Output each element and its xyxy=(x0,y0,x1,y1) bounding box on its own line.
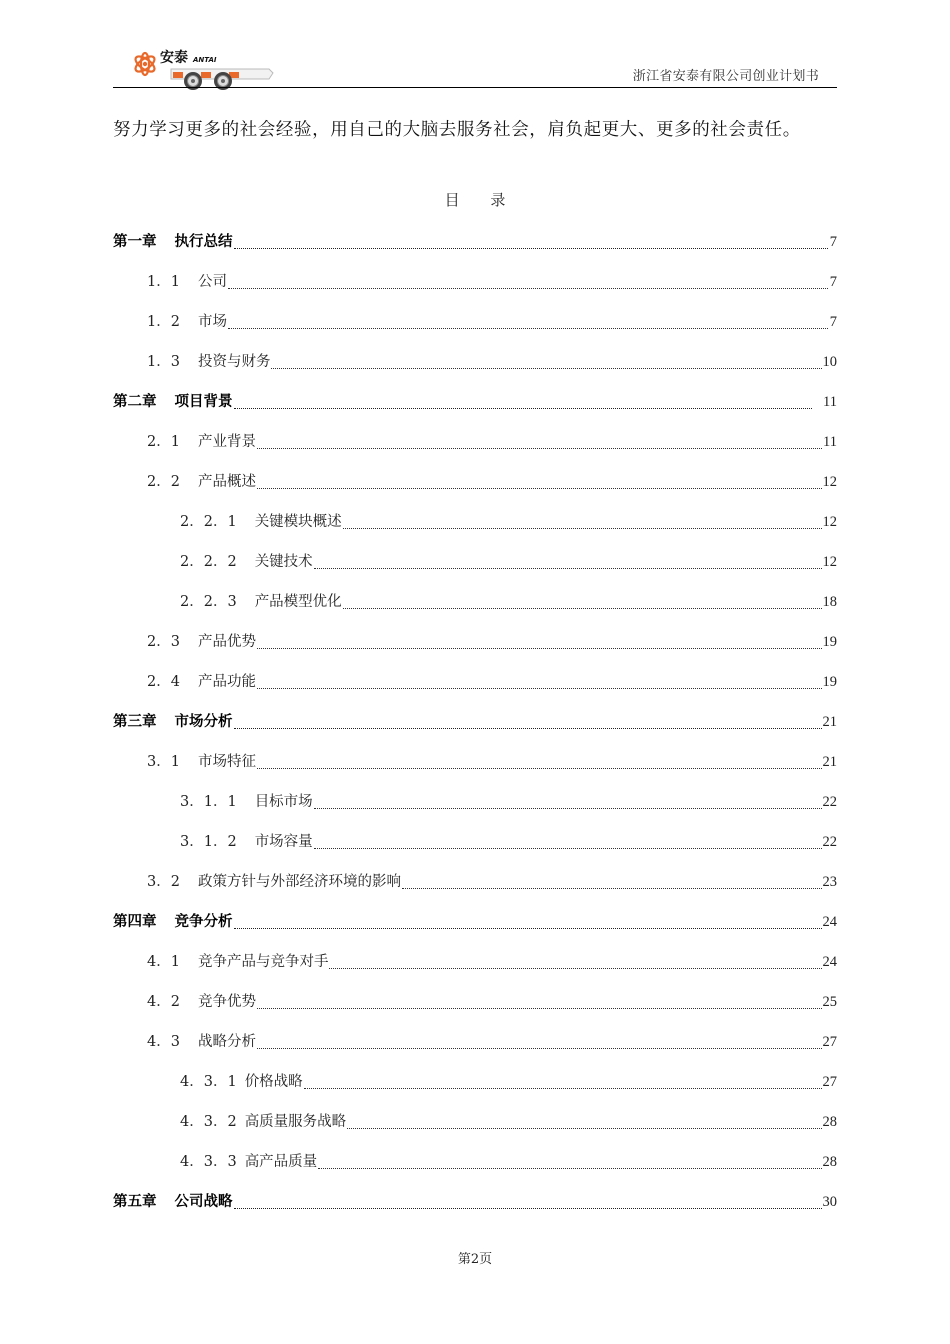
toc-entry-page-number: 27 xyxy=(822,1074,837,1090)
dot-leader xyxy=(257,750,822,769)
dot-leader xyxy=(234,910,822,929)
toc-subsection-entry[interactable] xyxy=(113,550,837,590)
toc-entry-page-number: 22 xyxy=(822,834,837,850)
toc-entry-label: 战略分析 xyxy=(197,1034,256,1050)
toc-entry-number: 2．2．1 xyxy=(180,514,237,530)
toc-entry-page-number: 19 xyxy=(822,634,837,650)
dot-leader xyxy=(257,670,822,689)
toc-entry-number: 2．2 xyxy=(147,474,180,490)
company-logo xyxy=(129,42,289,90)
toc-entry-page-number: 27 xyxy=(822,1034,837,1050)
dot-leader xyxy=(234,390,813,409)
toc-entry-label: 市场分析 xyxy=(174,713,233,730)
toc-entry-label: 竞争分析 xyxy=(174,913,233,930)
toc-entry-page-number: 28 xyxy=(822,1114,837,1130)
dot-leader xyxy=(314,830,822,849)
toc-entry-page-number: 21 xyxy=(822,754,837,770)
dot-leader xyxy=(257,470,822,489)
toc-entry-page-number: 11 xyxy=(823,394,837,410)
table-of-contents xyxy=(113,230,837,1230)
toc-chapter-entry[interactable] xyxy=(113,390,837,430)
toc-entry-page-number: 24 xyxy=(822,954,837,970)
toc-entry-label: 市场容量 xyxy=(254,834,313,850)
page-header xyxy=(113,38,837,88)
toc-entry-number: 第一章 xyxy=(113,233,157,250)
toc-entry-number: 3．1 xyxy=(147,754,180,770)
toc-entry-number: 3．2 xyxy=(147,874,180,890)
toc-entry-number: 2．4 xyxy=(147,674,180,690)
toc-heading-char: 录 xyxy=(490,191,506,209)
toc-entry-page-number: 7 xyxy=(829,234,837,250)
page-number-footer: 第2页 xyxy=(457,1252,493,1267)
dot-leader xyxy=(234,710,822,729)
dot-leader xyxy=(314,790,822,809)
toc-entry-number: 4．3 xyxy=(147,1034,180,1050)
toc-entry-number: 4．1 xyxy=(147,954,180,970)
toc-entry-page-number: 24 xyxy=(822,914,837,930)
toc-entry-label: 竞争优势 xyxy=(197,994,256,1010)
toc-section-entry[interactable] xyxy=(113,990,837,1030)
toc-entry-label: 产品概述 xyxy=(197,474,256,490)
toc-section-entry[interactable] xyxy=(113,630,837,670)
svg-text:安泰: 安泰 xyxy=(160,50,188,66)
toc-entry-page-number: 12 xyxy=(822,514,837,530)
dot-leader xyxy=(257,630,822,649)
dot-leader xyxy=(347,1110,821,1129)
toc-entry-number: 3．1．1 xyxy=(180,794,237,810)
toc-entry-label: 公司 xyxy=(197,274,227,290)
dot-leader xyxy=(329,950,821,969)
toc-entry-label: 公司战略 xyxy=(174,1193,233,1210)
toc-chapter-entry[interactable] xyxy=(113,910,837,950)
toc-entry-page-number: 18 xyxy=(822,594,837,610)
toc-subsection-entry[interactable] xyxy=(113,510,837,550)
header-divider xyxy=(113,87,837,88)
toc-entry-number: 2．3 xyxy=(147,634,180,650)
intro-paragraph: 努力学习更多的社会经验，用自己的大脑去服务社会，肩负起更大、更多的社会责任。 xyxy=(113,120,801,140)
toc-entry-label: 投资与财务 xyxy=(197,354,271,370)
toc-entry-number: 1．2 xyxy=(147,314,180,330)
toc-heading xyxy=(0,189,950,210)
toc-subsection-entry[interactable] xyxy=(113,790,837,830)
toc-entry-page-number: 11 xyxy=(823,434,837,450)
toc-entry-page-number: 7 xyxy=(829,314,837,330)
dot-leader xyxy=(402,870,822,889)
dot-leader xyxy=(343,590,822,609)
toc-entry-page-number: 10 xyxy=(822,354,837,370)
toc-entry-number: 第三章 xyxy=(113,713,157,730)
dot-leader xyxy=(228,310,828,329)
toc-entry-page-number: 28 xyxy=(822,1154,837,1170)
toc-entry-label: 产品模型优化 xyxy=(254,594,342,610)
toc-section-entry[interactable] xyxy=(113,750,837,790)
dot-leader xyxy=(271,350,821,369)
toc-section-entry[interactable] xyxy=(113,670,837,710)
toc-entry-number: 第四章 xyxy=(113,913,157,930)
toc-chapter-entry[interactable] xyxy=(113,230,837,270)
toc-entry-number: 4．3．1 xyxy=(180,1074,237,1090)
toc-entry-label: 政策方针与外部经济环境的影响 xyxy=(197,874,401,890)
dot-leader xyxy=(257,1030,822,1049)
toc-subsection-entry[interactable] xyxy=(113,1070,837,1110)
toc-subsection-entry[interactable] xyxy=(113,1150,837,1190)
toc-section-entry[interactable] xyxy=(113,430,837,470)
toc-entry-label: 执行总结 xyxy=(174,233,233,250)
toc-section-entry[interactable] xyxy=(113,350,837,390)
dot-leader xyxy=(228,270,828,289)
toc-section-entry[interactable] xyxy=(113,950,837,990)
toc-entry-number: 2．1 xyxy=(147,434,180,450)
toc-entry-page-number: 7 xyxy=(829,274,837,290)
toc-entry-number: 2．2．2 xyxy=(180,554,237,570)
document-header-title: 浙江省安泰有限公司创业计划书 xyxy=(632,69,819,84)
toc-entry-number: 3．1．2 xyxy=(180,834,237,850)
dot-leader xyxy=(234,1190,822,1209)
toc-subsection-entry[interactable] xyxy=(113,590,837,630)
toc-entry-label: 产品优势 xyxy=(197,634,256,650)
dot-leader xyxy=(257,990,822,1009)
antai-truck-logo-icon xyxy=(129,42,289,92)
toc-section-entry[interactable] xyxy=(113,870,837,910)
toc-subsection-entry[interactable] xyxy=(113,1110,837,1150)
dot-leader xyxy=(234,230,829,249)
toc-entry-number: 1．3 xyxy=(147,354,180,370)
toc-entry-number: 4．3．3 xyxy=(180,1154,237,1170)
toc-entry-page-number: 19 xyxy=(822,674,837,690)
toc-entry-page-number: 21 xyxy=(822,714,837,730)
toc-section-entry[interactable] xyxy=(113,1030,837,1070)
toc-entry-number: 4．3．2 xyxy=(180,1114,237,1130)
toc-entry-number: 2．2．3 xyxy=(180,594,237,610)
toc-entry-label: 产业背景 xyxy=(197,434,256,450)
toc-entry-number: 第五章 xyxy=(113,1193,157,1210)
toc-entry-number: 4．2 xyxy=(147,994,180,1010)
toc-entry-label: 关键模块概述 xyxy=(254,514,342,530)
toc-entry-label: 高质量服务战略 xyxy=(244,1114,347,1130)
toc-entry-label: 产品功能 xyxy=(197,674,256,690)
toc-entry-label: 价格战略 xyxy=(244,1074,303,1090)
toc-section-entry[interactable] xyxy=(113,310,837,350)
toc-entry-page-number: 30 xyxy=(822,1194,837,1210)
svg-text:ANTAI: ANTAI xyxy=(193,56,217,64)
toc-chapter-entry[interactable] xyxy=(113,1190,837,1230)
toc-heading-char: 目 xyxy=(444,191,460,209)
dot-leader xyxy=(304,1070,822,1089)
toc-entry-page-number: 22 xyxy=(822,794,837,810)
toc-entry-label: 市场 xyxy=(197,314,227,330)
toc-entry-label: 项目背景 xyxy=(174,393,233,410)
toc-entry-label: 目标市场 xyxy=(254,794,313,810)
toc-entry-page-number: 12 xyxy=(822,474,837,490)
toc-entry-label: 关键技术 xyxy=(254,554,313,570)
dot-leader xyxy=(343,510,822,529)
toc-chapter-entry[interactable] xyxy=(113,710,837,750)
toc-section-entry[interactable] xyxy=(113,270,837,310)
dot-leader xyxy=(314,550,822,569)
toc-subsection-entry[interactable] xyxy=(113,830,837,870)
toc-entry-page-number: 23 xyxy=(822,874,837,890)
dot-leader xyxy=(318,1150,821,1169)
toc-section-entry[interactable] xyxy=(113,470,837,510)
toc-entry-label: 竞争产品与竞争对手 xyxy=(197,954,329,970)
dot-leader xyxy=(257,430,822,449)
toc-entry-number: 1．1 xyxy=(147,274,180,290)
toc-entry-label: 市场特征 xyxy=(197,754,256,770)
toc-entry-page-number: 25 xyxy=(822,994,837,1010)
toc-entry-label: 高产品质量 xyxy=(244,1154,318,1170)
toc-entry-page-number: 12 xyxy=(822,554,837,570)
toc-entry-number: 第二章 xyxy=(113,393,157,410)
